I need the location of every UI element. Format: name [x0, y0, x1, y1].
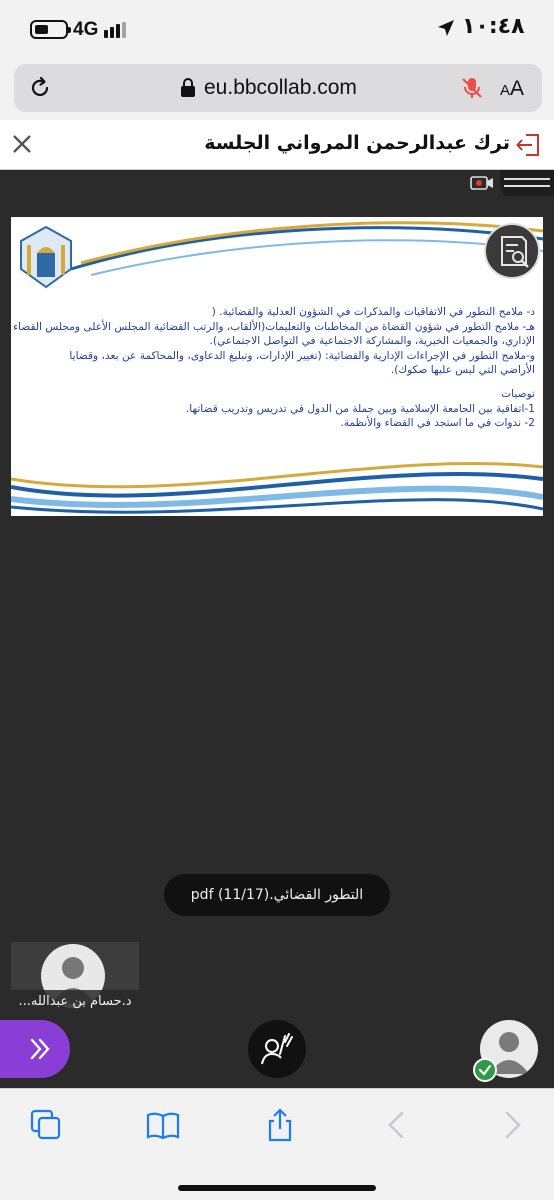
clock: ١٠:٤٨	[462, 14, 525, 39]
magnify-document-icon	[486, 225, 542, 281]
slide-line: د- ملامح التطور في الاتفاقيات والمذكرات في الشؤون العدلية والقضائية. (	[211, 306, 535, 318]
close-icon[interactable]	[10, 132, 34, 156]
participant-name: د.حسام بن عبدالله...	[11, 990, 139, 1014]
slide-line: هـ- ملامح التطور في شؤون القضاة من المخاطبات والتعليمات(الألقاب، والرتب القضائية المجلس الأعلى ومجلس القضاء	[13, 320, 535, 333]
document-page-indicator[interactable]: التطور القضائي.pdf (11/17)	[164, 874, 390, 916]
lock-icon	[180, 78, 196, 98]
network-type: 4G	[73, 19, 99, 40]
back-chevron-icon[interactable]	[380, 1107, 416, 1143]
shared-slide	[11, 217, 543, 516]
address-bar[interactable]	[14, 64, 542, 112]
location-arrow-icon	[436, 18, 456, 38]
url-text[interactable]: eu.bbcollab.com	[204, 76, 357, 99]
university-logo	[15, 223, 77, 291]
recommendations-title: توصيات	[501, 387, 535, 400]
zoom-slide-button[interactable]	[484, 223, 540, 279]
signal-bars-icon	[104, 22, 130, 38]
text-size-button[interactable]: AA	[500, 77, 525, 100]
microphone-muted-icon[interactable]	[460, 76, 484, 100]
recommendation-item: 1-اتفاقية بين الجامعة الإسلامية وبين جملة من الدول في تدريس وتدريب قضاتها.	[185, 402, 535, 415]
home-indicator	[178, 1185, 376, 1191]
reload-icon[interactable]	[28, 76, 52, 100]
open-panel-button[interactable]	[0, 1020, 70, 1078]
bookmarks-icon[interactable]	[145, 1107, 181, 1143]
slide-line: الأراضي التي ليس عليها صكوك).	[390, 364, 535, 377]
forward-chevron-icon[interactable]	[495, 1107, 531, 1143]
browser-toolbar	[0, 58, 554, 120]
browser-bottom-toolbar	[0, 1088, 554, 1200]
slide-line: و-ملامح التطور في الإجراءات الإدارية والقضائية: (تغيير الإدارات، وتبليغ الدعاوى، والمحاكمة عن بعد، وقضايا	[69, 349, 535, 362]
collaborate-stage	[0, 170, 554, 1088]
raise-hand-icon	[248, 1020, 306, 1078]
recording-icon	[470, 175, 494, 191]
leave-session-banner	[0, 120, 554, 170]
menu-icon[interactable]	[500, 170, 554, 196]
double-chevron-right-icon	[0, 1020, 70, 1078]
slide-body-text	[15, 305, 535, 431]
recommendation-item: 2- ندوات في ما استجد في القضاء والأنظمة.	[340, 417, 535, 430]
status-bar	[0, 0, 554, 58]
leave-session-label[interactable]: ترك عبدالرحمن المرواني الجلسة	[204, 132, 510, 154]
battery-icon	[30, 20, 68, 39]
participant-tile[interactable]	[11, 942, 139, 1014]
connected-check-icon	[473, 1058, 497, 1082]
slide-line: الإداري، والجمعيات الخيرية، والمشاركة الاجتماعية في التواصل الاجتماعي).	[209, 335, 535, 348]
share-icon[interactable]	[262, 1107, 298, 1143]
tabs-icon[interactable]	[28, 1107, 64, 1143]
exit-door-icon[interactable]	[516, 132, 542, 158]
raise-hand-button[interactable]	[248, 1020, 306, 1078]
